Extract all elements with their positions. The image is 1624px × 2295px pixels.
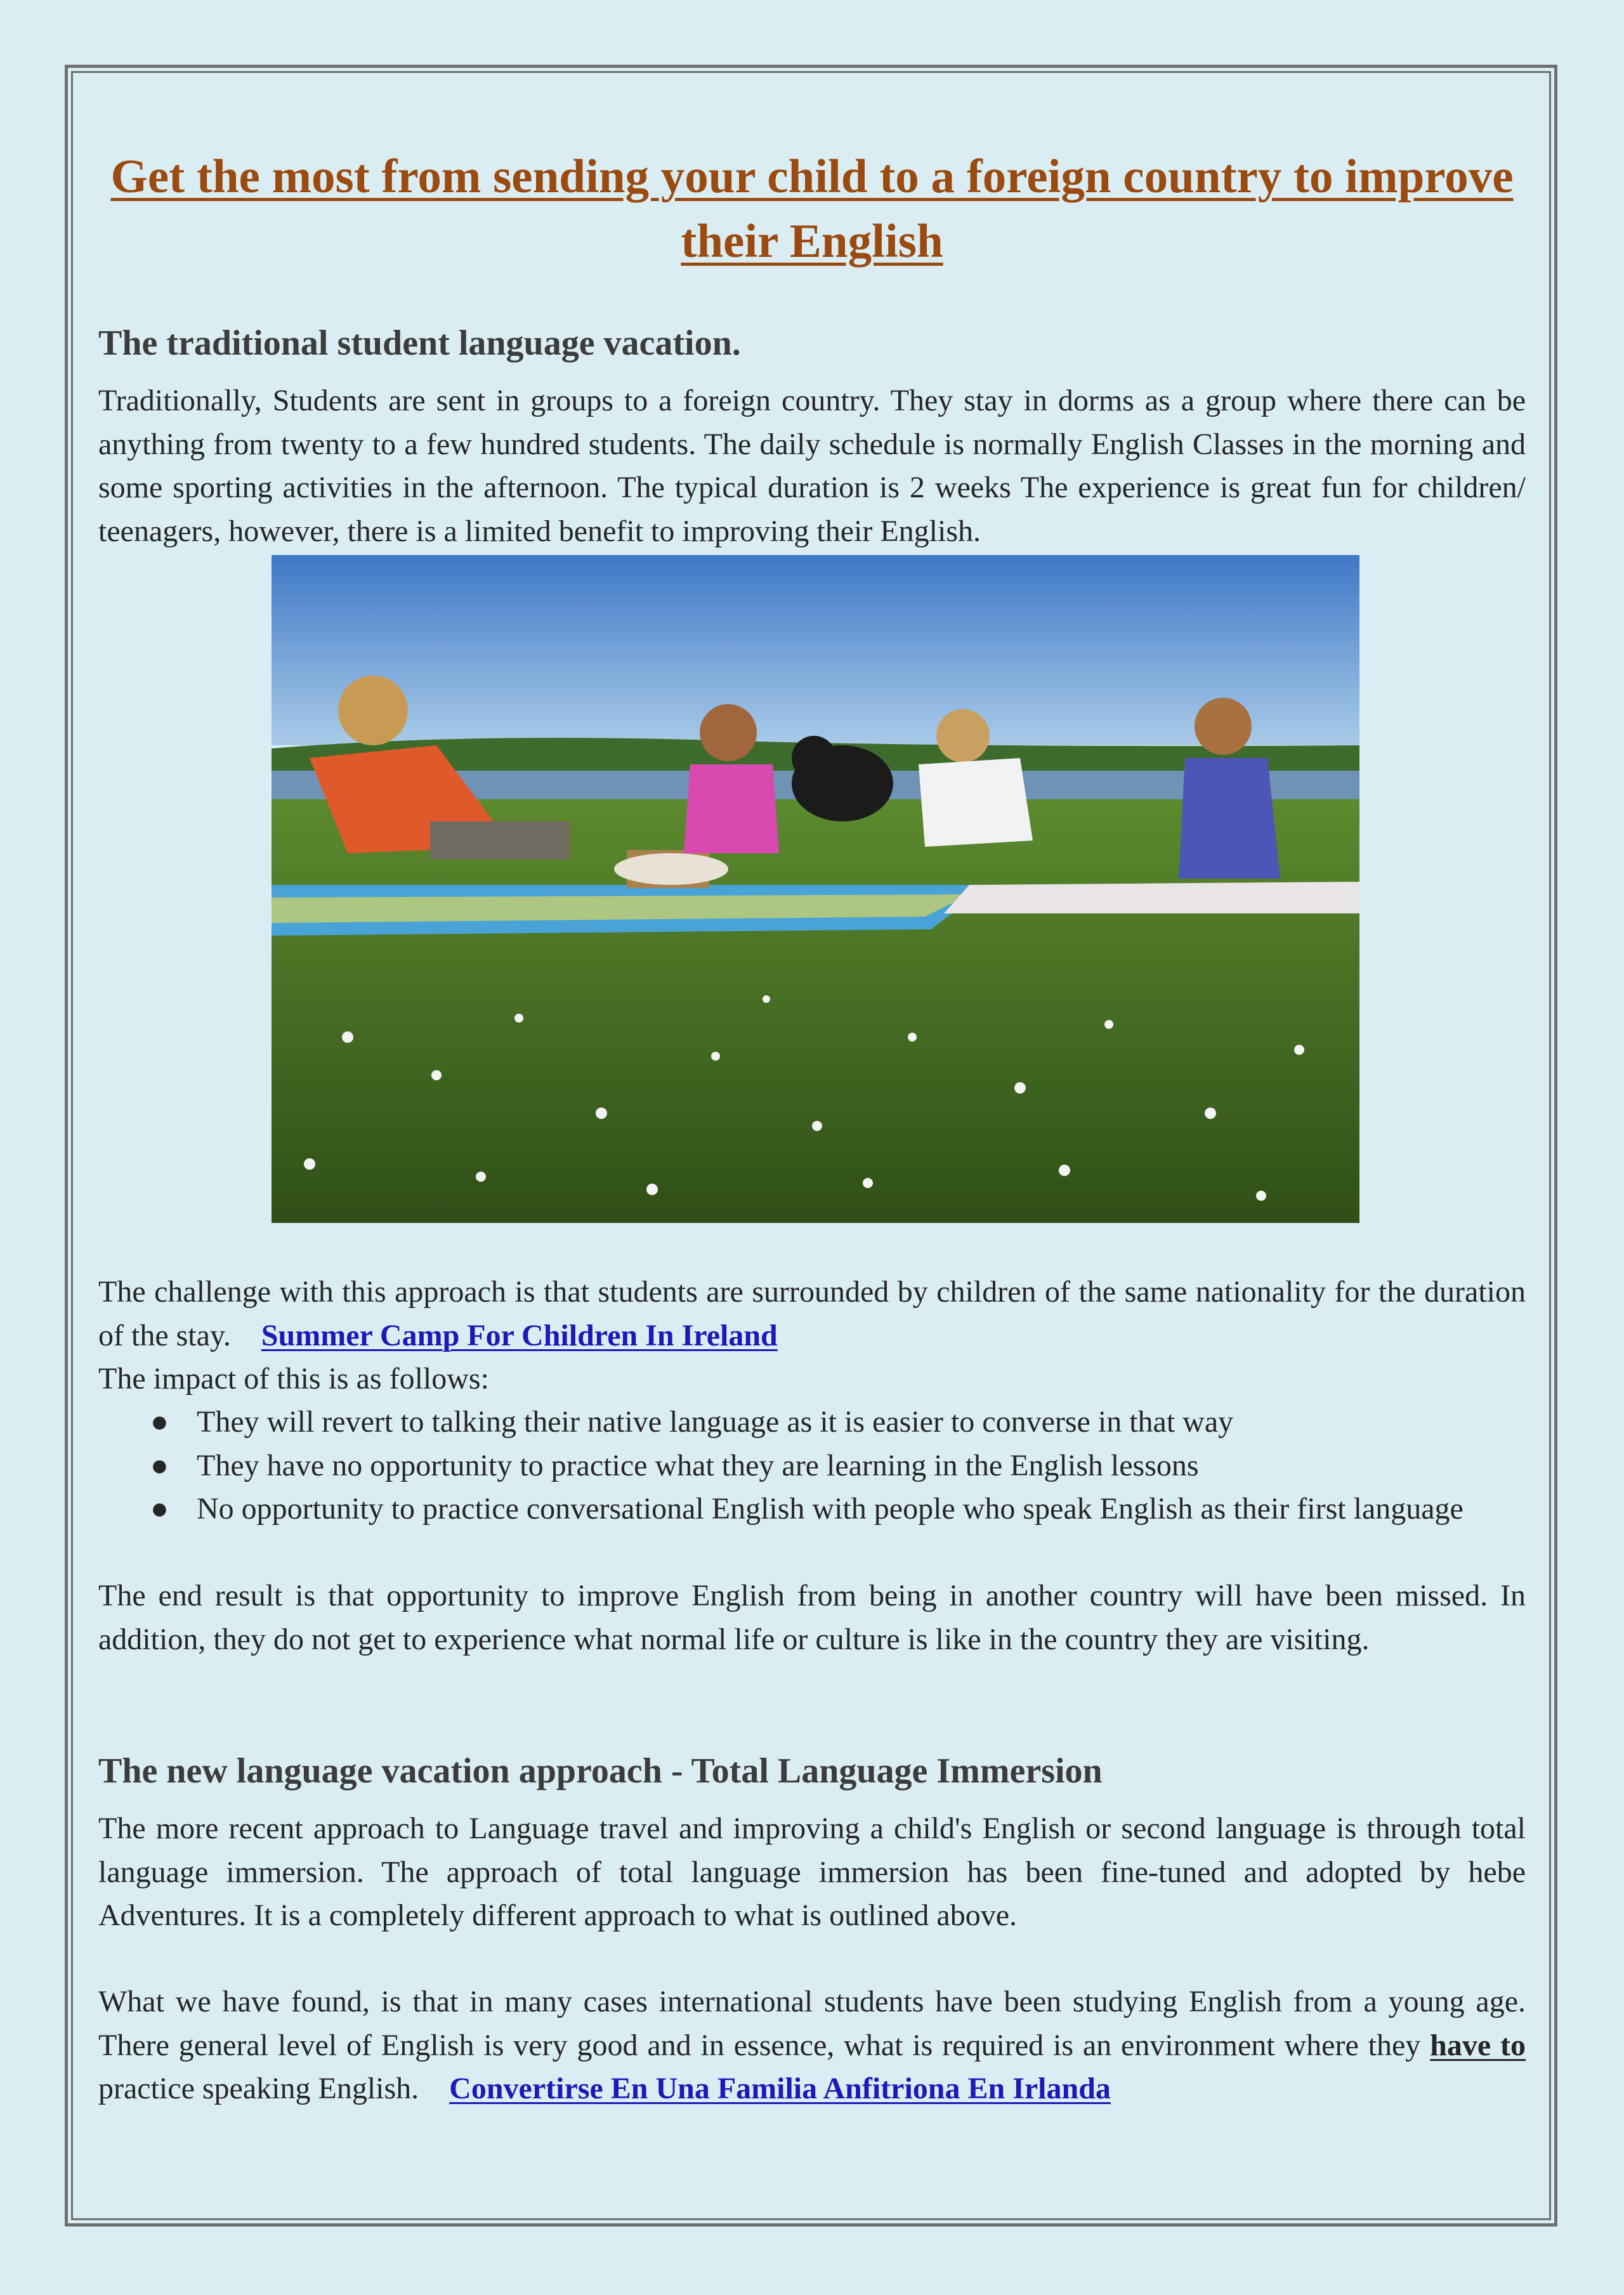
list-item-text: They have no opportunity to practice what they are learning in the English lessons [197, 1448, 1199, 1482]
challenge-text: The challenge with this approach is that students are surrounded by children of the same nationality for the duration of the stay. [98, 1275, 1526, 1352]
bullet-icon: ● [150, 1492, 169, 1526]
host-family-link[interactable]: Convertirse En Una Familia Anfitriona En Irlanda [449, 2072, 1111, 2105]
impact-list [98, 1401, 1526, 1531]
list-item-text: No opportunity to practice conversational English with people who speak English as their first language [197, 1492, 1464, 1526]
impact-intro: The impact of this is as follows: [98, 1362, 489, 1396]
intro-paragraph: Traditionally, Students are sent in groups to a foreign country. They stay in dorms as a group where there can be anything from twenty to a few hundred students. The daily schedule is normally English Classes in the morning and some sporting activities in the afternoon. The typical duration is 2 weeks The experience is great fun for children/ teenagers, however, there is a limited benefit to improving their English. [98, 384, 1526, 548]
immersion-paragraph: The more recent approach to Language travel and improving a child's English or second language is through total language immersion. The approach of total language immersion has been fine-tuned and adopted by hebe Adventures. It is a completely different approach to what is outlined above. [98, 1812, 1526, 1932]
summer-camp-link[interactable]: Summer Camp For Children In Ireland [261, 1318, 778, 1352]
page-title: Get the most from sending your child to a foreign country to improve their English [110, 150, 1514, 268]
conclusion-paragraph: The end result is that opportunity to improve English from being in another country will have been missed. In addition, they do not get to experience what normal life or culture is like in the country they are visiting. [98, 1579, 1526, 1656]
list-item-text: They will revert to talking their native language as it is easier to converse in that way [197, 1405, 1234, 1439]
findings-text-end: practice speaking English. [98, 2072, 419, 2105]
list-item [98, 1401, 1526, 1444]
emphasis-have-to: have to [1430, 2028, 1526, 2062]
list-item [98, 1444, 1526, 1488]
section-heading-immersion: The new language vacation approach - Total Language Immersion [98, 1751, 1103, 1791]
bullet-icon: ● [150, 1448, 169, 1482]
challenge-paragraph [98, 1271, 1526, 1357]
bullet-icon: ● [150, 1405, 169, 1439]
picnic-photo [272, 555, 1359, 1223]
list-item [98, 1488, 1526, 1531]
findings-text: What we have found, is that in many cases international students have been studying English from a young age. There general level of English is very good and in essence, what is required is an environment where they [98, 1985, 1526, 2062]
findings-paragraph [98, 1980, 1526, 2111]
section-heading-traditional: The traditional student language vacation. [98, 324, 741, 363]
